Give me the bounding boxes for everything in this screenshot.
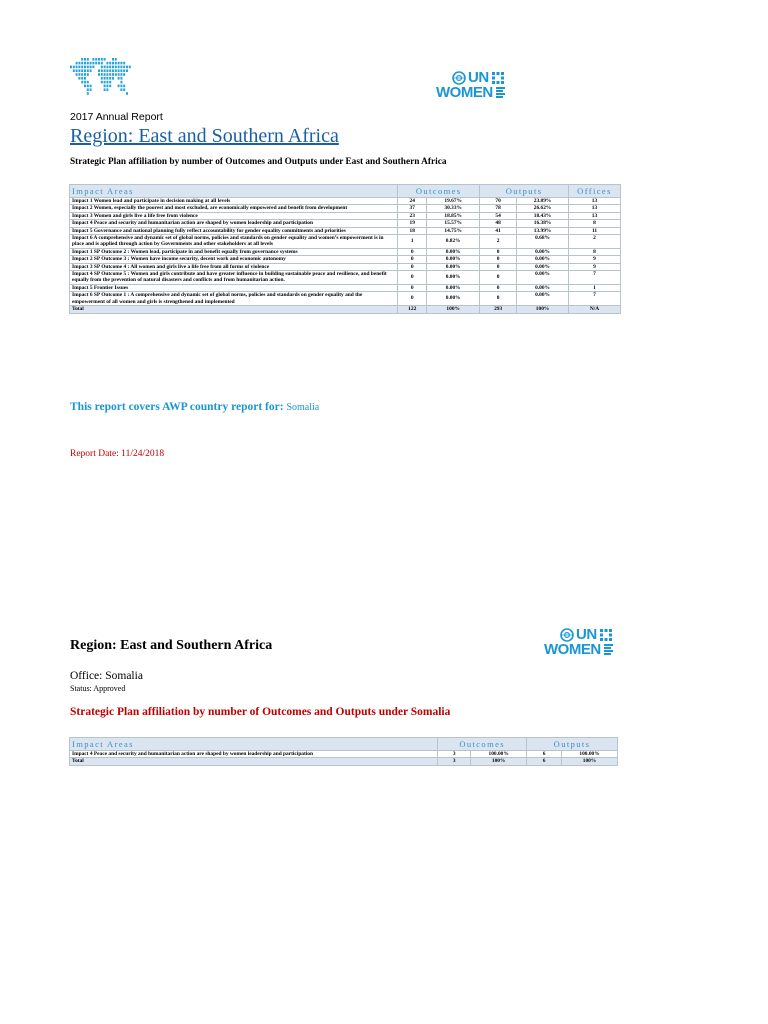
table-row [70, 248, 621, 255]
table-total-row [70, 306, 621, 313]
table-row [70, 198, 621, 205]
outcomes-count: 0 [398, 271, 427, 285]
outputs-percent: 16.38% [517, 220, 569, 227]
table-row [70, 271, 621, 285]
header-outcomes: Outcomes [398, 185, 480, 198]
outcomes-percent: 0.00% [427, 284, 480, 291]
header-impact-areas: Impact Areas [70, 738, 438, 751]
total-outputs-count: 293 [480, 306, 517, 313]
logo-un-text: UN [468, 69, 489, 86]
outcomes-count: 19 [398, 220, 427, 227]
outcomes-percent: 0.00% [427, 292, 480, 306]
outputs-percent: 0.00% [517, 248, 569, 255]
outputs-percent: 23.89% [517, 198, 569, 205]
outcomes-count: 0 [398, 263, 427, 270]
outcomes-count: 37 [398, 205, 427, 212]
outputs-count: 2 [480, 235, 517, 249]
header-outputs: Outputs [527, 738, 618, 751]
outcomes-percent: 0.82% [427, 235, 480, 249]
table-header-row [70, 185, 621, 198]
logo-women-text: WOMEN [436, 84, 493, 101]
total-outcomes-percent: 100% [471, 758, 527, 765]
status-text: Status: Approved [70, 684, 126, 693]
un-emblem-icon [452, 71, 466, 85]
outputs-percent: 0.00% [517, 263, 569, 270]
outputs-percent: 0.00% [517, 292, 569, 306]
total-outcomes-count: 122 [398, 306, 427, 313]
offices-count: 7 [569, 292, 621, 306]
outputs-count: 0 [480, 256, 517, 263]
outcomes-percent: 15.57% [427, 220, 480, 227]
logo-bars-icon [496, 87, 505, 98]
total-outcomes-count: 3 [438, 758, 471, 765]
outputs-percent: 100.00% [562, 751, 618, 758]
total-outcomes-percent: 100% [427, 306, 480, 313]
logo-bars-icon [604, 644, 613, 655]
outcomes-percent: 14.75% [427, 227, 480, 234]
offices-count: 13 [569, 212, 621, 219]
table-row [70, 284, 621, 291]
office-name: Office: Somalia [70, 670, 143, 682]
offices-count: 13 [569, 198, 621, 205]
outcomes-percent: 0.00% [427, 263, 480, 270]
impact-area-cell: Impact 5 Frontier Issues [70, 284, 398, 291]
impact-area-cell: Impact 2 Women, especially the poorest and most excluded, are economically empowered and benefit from development [70, 205, 398, 212]
un-women-logo [436, 70, 505, 100]
table-row [70, 212, 621, 219]
outputs-count: 78 [480, 205, 517, 212]
outcomes-count: 3 [438, 751, 471, 758]
impact-area-cell: Impact 4 SP Outcome 5 : Women and girls contribute and have greater influence in building sustainable peace and resilience, and benefit equally from the prevention of natural disasters and conflicts and from humanitarian action. [70, 271, 398, 285]
outcomes-percent: 100.00% [471, 751, 527, 758]
impact-area-cell: Impact 1 Women lead and participate in decision making at all levels [70, 198, 398, 205]
table-row [70, 256, 621, 263]
un-emblem-icon [560, 628, 574, 642]
table-header-row [70, 738, 618, 751]
outcomes-percent: 30.33% [427, 205, 480, 212]
outputs-percent: 0.00% [517, 284, 569, 291]
logo-un-text: UN [576, 626, 597, 643]
outputs-count: 54 [480, 212, 517, 219]
offices-count: 13 [569, 205, 621, 212]
outcomes-count: 18 [398, 227, 427, 234]
outcomes-percent: 18.85% [427, 212, 480, 219]
impact-area-cell: Impact 2 SP Outcome 3 : Women have income security, decent work and economic autonomy [70, 256, 398, 263]
offices-count: 9 [569, 263, 621, 270]
outputs-count: 70 [480, 198, 517, 205]
outputs-count: 0 [480, 263, 517, 270]
impact-area-cell: Impact 6 SP Outcome 1 : A comprehensive and dynamic set of global norms, policies and standards on gender equality and the empowerment of all women and girls is strengthened and implemented [70, 292, 398, 306]
table-row [70, 220, 621, 227]
offices-count: 8 [569, 220, 621, 227]
impact-area-cell: Impact 4 Peace and security and humanitarian action are shaped by women leadership and participation [70, 220, 398, 227]
total-label: Total [70, 306, 398, 313]
coverage-country: Somalia [286, 402, 320, 413]
un-wreath-icon [599, 628, 613, 642]
office-impact-table [69, 737, 618, 766]
outputs-percent: 13.99% [517, 227, 569, 234]
outcomes-count: 1 [398, 235, 427, 249]
world-map-logo [70, 58, 132, 96]
impact-area-cell: Impact 1 SP Outcome 2 : Women lead, participate in and benefit equally from governance systems [70, 248, 398, 255]
table-row [70, 292, 621, 306]
total-outputs-percent: 100% [517, 306, 569, 313]
outputs-count: 0 [480, 284, 517, 291]
outputs-percent: 0.00% [517, 271, 569, 285]
impact-area-cell: Impact 6 A comprehensive and dynamic set of global norms, policies and standards on gender equality and women’s empowerment is in place and is applied through action by Governments and other stakeholders at all levels [70, 235, 398, 249]
table-row [70, 227, 621, 234]
table-total-row [70, 758, 618, 765]
outcomes-count: 0 [398, 248, 427, 255]
outcomes-percent: 0.00% [427, 256, 480, 263]
report-coverage-line [70, 401, 319, 413]
outputs-percent: 18.43% [517, 212, 569, 219]
outcomes-count: 0 [398, 292, 427, 306]
outputs-count: 41 [480, 227, 517, 234]
table-row [70, 751, 618, 758]
header-outcomes: Outcomes [438, 738, 527, 751]
header-offices: Offices [569, 185, 621, 198]
outputs-percent: 0.00% [517, 256, 569, 263]
outputs-count: 0 [480, 248, 517, 255]
section-region-title: Region: East and Southern Africa [70, 638, 273, 653]
offices-count: 2 [569, 235, 621, 249]
strategic-plan-title: Strategic Plan affiliation by number of Outcomes and Outputs under East and Southern Africa [70, 157, 447, 167]
total-label: Total [70, 758, 438, 765]
region-impact-table [69, 184, 621, 314]
report-date: Report Date: 11/24/2018 [70, 449, 165, 459]
header-impact-areas: Impact Areas [70, 185, 398, 198]
total-outputs-percent: 100% [562, 758, 618, 765]
offices-count: 11 [569, 227, 621, 234]
report-year-title: 2017 Annual Report [70, 111, 163, 123]
un-wreath-icon [491, 71, 505, 85]
table-row [70, 263, 621, 270]
impact-area-cell: Impact 5 Governance and national planning fully reflect accountability for gender equality commitments and priorities [70, 227, 398, 234]
outputs-count: 0 [480, 292, 517, 306]
outcomes-percent: 0.00% [427, 248, 480, 255]
outputs-percent: 0.68% [517, 235, 569, 249]
offices-count: 9 [569, 256, 621, 263]
logo-women-text: WOMEN [544, 641, 601, 658]
impact-area-cell: Impact 3 SP Outcome 4 : All women and girls live a life free from all forms of violence [70, 263, 398, 270]
outputs-percent: 26.62% [517, 205, 569, 212]
outputs-count: 0 [480, 271, 517, 285]
office-strategic-plan-title: Strategic Plan affiliation by number of Outcomes and Outputs under Somalia [70, 706, 451, 718]
outputs-count: 6 [527, 751, 562, 758]
region-link[interactable]: Region: East and Southern Africa [70, 125, 339, 147]
impact-area-cell: Impact 4 Peace and security and humanitarian action are shaped by women leadership and participation [70, 751, 438, 758]
total-outputs-count: 6 [527, 758, 562, 765]
offices-count: 7 [569, 271, 621, 285]
total-offices: N/A [569, 306, 621, 313]
outcomes-count: 0 [398, 284, 427, 291]
un-women-logo [544, 627, 613, 657]
impact-area-cell: Impact 3 Women and girls live a life free from violence [70, 212, 398, 219]
outcomes-percent: 19.67% [427, 198, 480, 205]
outcomes-count: 23 [398, 212, 427, 219]
offices-count: 1 [569, 284, 621, 291]
outcomes-count: 24 [398, 198, 427, 205]
table-row [70, 205, 621, 212]
header-outputs: Outputs [480, 185, 569, 198]
coverage-text: This report covers AWP country report for: [70, 401, 284, 413]
outputs-count: 48 [480, 220, 517, 227]
table-row [70, 235, 621, 249]
offices-count: 8 [569, 248, 621, 255]
outcomes-count: 0 [398, 256, 427, 263]
outcomes-percent: 0.00% [427, 271, 480, 285]
